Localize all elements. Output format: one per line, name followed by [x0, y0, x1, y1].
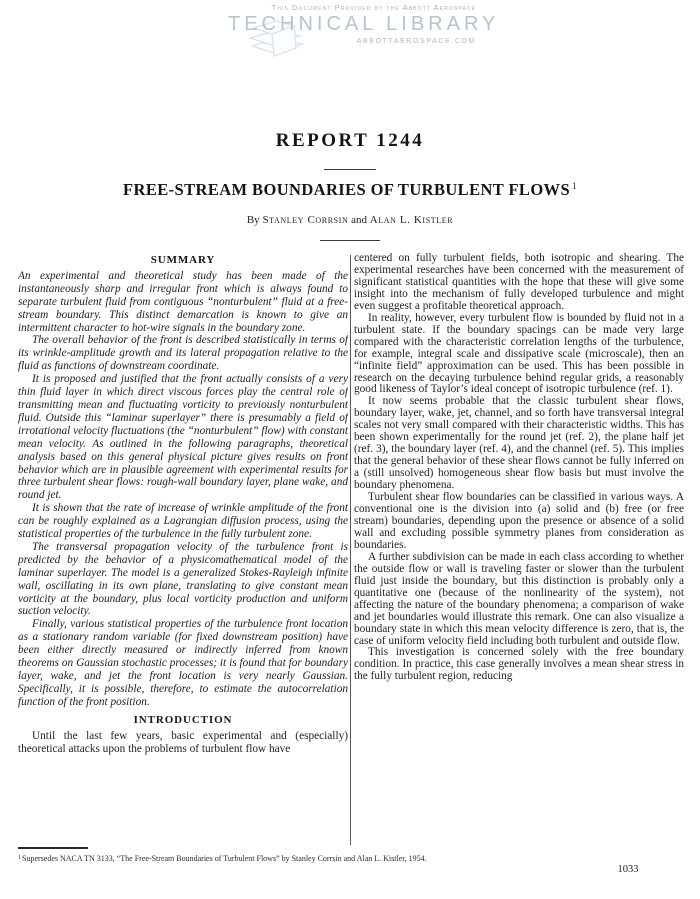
- author-1: Stanley Corrsin: [262, 214, 349, 226]
- ornamental-rule-top: [324, 169, 376, 170]
- body-paragraph: In reality, however, every turbulent flow is bounded by fluid not in a turbulent state. If the boundary spacings can be made very large compared with the characteristic correlation lengths of the turbulence, for example, integral scale and dissipative scale (microscale), then an “infinite field” approximation can be used. This has been possible in research on the decaying turbulence behind regular grids, a reasonably good likeness of Taylor’s ideal concept of isotropic turbulence (ref. 1).: [354, 311, 684, 396]
- watermark-site: ABBOTTAEROSPACE.COM: [356, 38, 476, 45]
- body-paragraph: This investigation is concerned solely with the free boundary condition. In practice, this case generally involves a mean shear stress in the fully turbulent region, reducing: [354, 646, 684, 683]
- body-columns: [18, 253, 685, 845]
- watermark-brand: Abbott Aerospace: [402, 3, 476, 12]
- body-paragraph: Turbulent shear flow boundaries can be classified in various ways. A conventional one is the division into (a) solid and (b) free (or free stream) boundaries, depending upon the presence or absence of a solid wall and excluding possible symmetry planes from consideration as boundaries.: [354, 491, 684, 551]
- right-column: [354, 253, 684, 841]
- summary-paragraph: The transversal propagation velocity of the turbulence front is predicted by the behavior of a physicomathematical model of the laminar superlayer. The model is a generalized Stokes-Rayleigh infinite wall, oscillating in its own plane, translating to give constant mean vorticity at the boundary, plus local vorticity production and uniform suction velocity.: [18, 540, 348, 618]
- body-paragraph: A further subdivision can be made in each class according to whether the outside flow or wall is traveling faster or slower than the turbulent fluid just inside the boundary, but this distinction is probably only a quantitative one (because of the nonlinearity of the system), not affecting the nature of the boundary phenomena; a comparison of wake and jet boundaries would illustrate this remark. One can also visualize a boundary state in which this mean velocity difference is zero, that is, the case of uniform velocity field including both turbulent and outside flow.: [354, 550, 684, 647]
- summary-paragraph: It is proposed and justified that the front actually consists of a very thin fluid layer in which direct viscous forces play the central role of transmitting mean and fluctuating vorticity to previously nonturbulent fluid. Outside this “laminar superlayer” there is presumably a field of irrotational velocity fluctuations (the “nonturbulent” flow) with constant mean velocity. As outlined in the following paragraphs, theoretical analysis based on this general physical picture gives results on front behavior which are in plausible agreement with experimental results for three turbulent shear flows: rough-wall boundary layer, plane wake, and round jet.: [18, 373, 348, 502]
- report-number: REPORT 1244: [275, 130, 425, 151]
- body-paragraph: centered on fully turbulent fields, both isotropic and shearing. The experimental researches have been concerned with the measurement of significant statistical quantities with the hope that these will give some insight into the mechanism of fully developed turbulence and might even suggest a profitable theoretical approach.: [354, 253, 684, 312]
- footnote: [18, 854, 638, 863]
- footnote-marker: 1: [18, 855, 21, 861]
- title-footnote-marker: 1: [572, 181, 577, 191]
- report-title-text: FREE-STREAM BOUNDARIES OF TURBULENT FLOWS: [123, 180, 571, 199]
- watermark-provided-by: This Document Provided by the: [271, 3, 400, 12]
- author-2: Alan L. Kistler: [369, 214, 454, 226]
- ornamental-rule-byline: [320, 240, 380, 241]
- summary-heading: SUMMARY: [150, 254, 216, 266]
- watermark-title: TECHNICAL LIBRARY: [228, 13, 500, 35]
- introduction-heading: INTRODUCTION: [133, 713, 233, 726]
- summary-paragraph: An experimental and theoretical study has been made of the instantaneously sharp and irregular front which is always found to separate turbulent fluid from contiguous “nonturbulent” fluid at a free-stream boundary. This distinct demarcation is known to give an intermittent character to hot-wire signals in the boundary zone.: [18, 269, 348, 334]
- introduction-paragraph: Until the last few years, basic experimental and (especially) theoretical attacks upon the problems of turbulent flow have: [18, 729, 348, 755]
- summary-paragraph: The overall behavior of the front is described statistically in terms of its wrinkle-amplitude growth and its lateral propagation relative to the fluid as functions of downstream coordinate.: [18, 334, 348, 373]
- left-column: [18, 253, 348, 841]
- page-number: 1033: [617, 864, 639, 875]
- summary-paragraph: It is shown that the rate of increase of wrinkle amplitude of the front can be roughly explained as a Lagrangian diffusion process, using the statistical properties of the turbulence in the fully turbulent zone.: [18, 502, 348, 541]
- byline-conjunction: and: [351, 214, 367, 226]
- footnote-text: Supersedes NACA TN 3133, “The Free-Stream Boundaries of Turbulent Flows” by Stanley Corrsin and Alan L. Kistler, 1954.: [22, 854, 427, 863]
- column-divider-rule: [350, 255, 351, 845]
- byline-prefix: By: [246, 214, 260, 226]
- report-title: [0, 180, 700, 200]
- watermark-provided-by-line: [228, 3, 476, 12]
- watermark: [228, 0, 500, 45]
- summary-paragraph: Finally, various statistical properties of the turbulence front location as a stationary random variable (for fixed downstream position) have been either directly measured or indirectly inferred from known theorems on Gaussian stochastic processes; it is found that for boundary layer, wake, and jet the front location is very nearly Gaussian. Specifically, it is possible, therefore, to estimate the autocorrelation function of the front position.: [18, 618, 348, 708]
- body-paragraph: It now seems probable that the classic turbulent shear flows, boundary layer, wake, jet, channel, and so forth have transversal integral scales not very small compared with their characteristic widths. This has been shown experimentally for the round jet (ref. 2), the plane half jet (ref. 3), the boundary layer (ref. 4), and the channel (ref. 5). This implies that the general behavior of these shear flows cannot be fully inferred on a (still unsolved) homogeneous shear flow basis but must involve the boundary phenomena.: [354, 395, 684, 492]
- byline: [0, 214, 700, 226]
- footnote-rule: [18, 847, 88, 849]
